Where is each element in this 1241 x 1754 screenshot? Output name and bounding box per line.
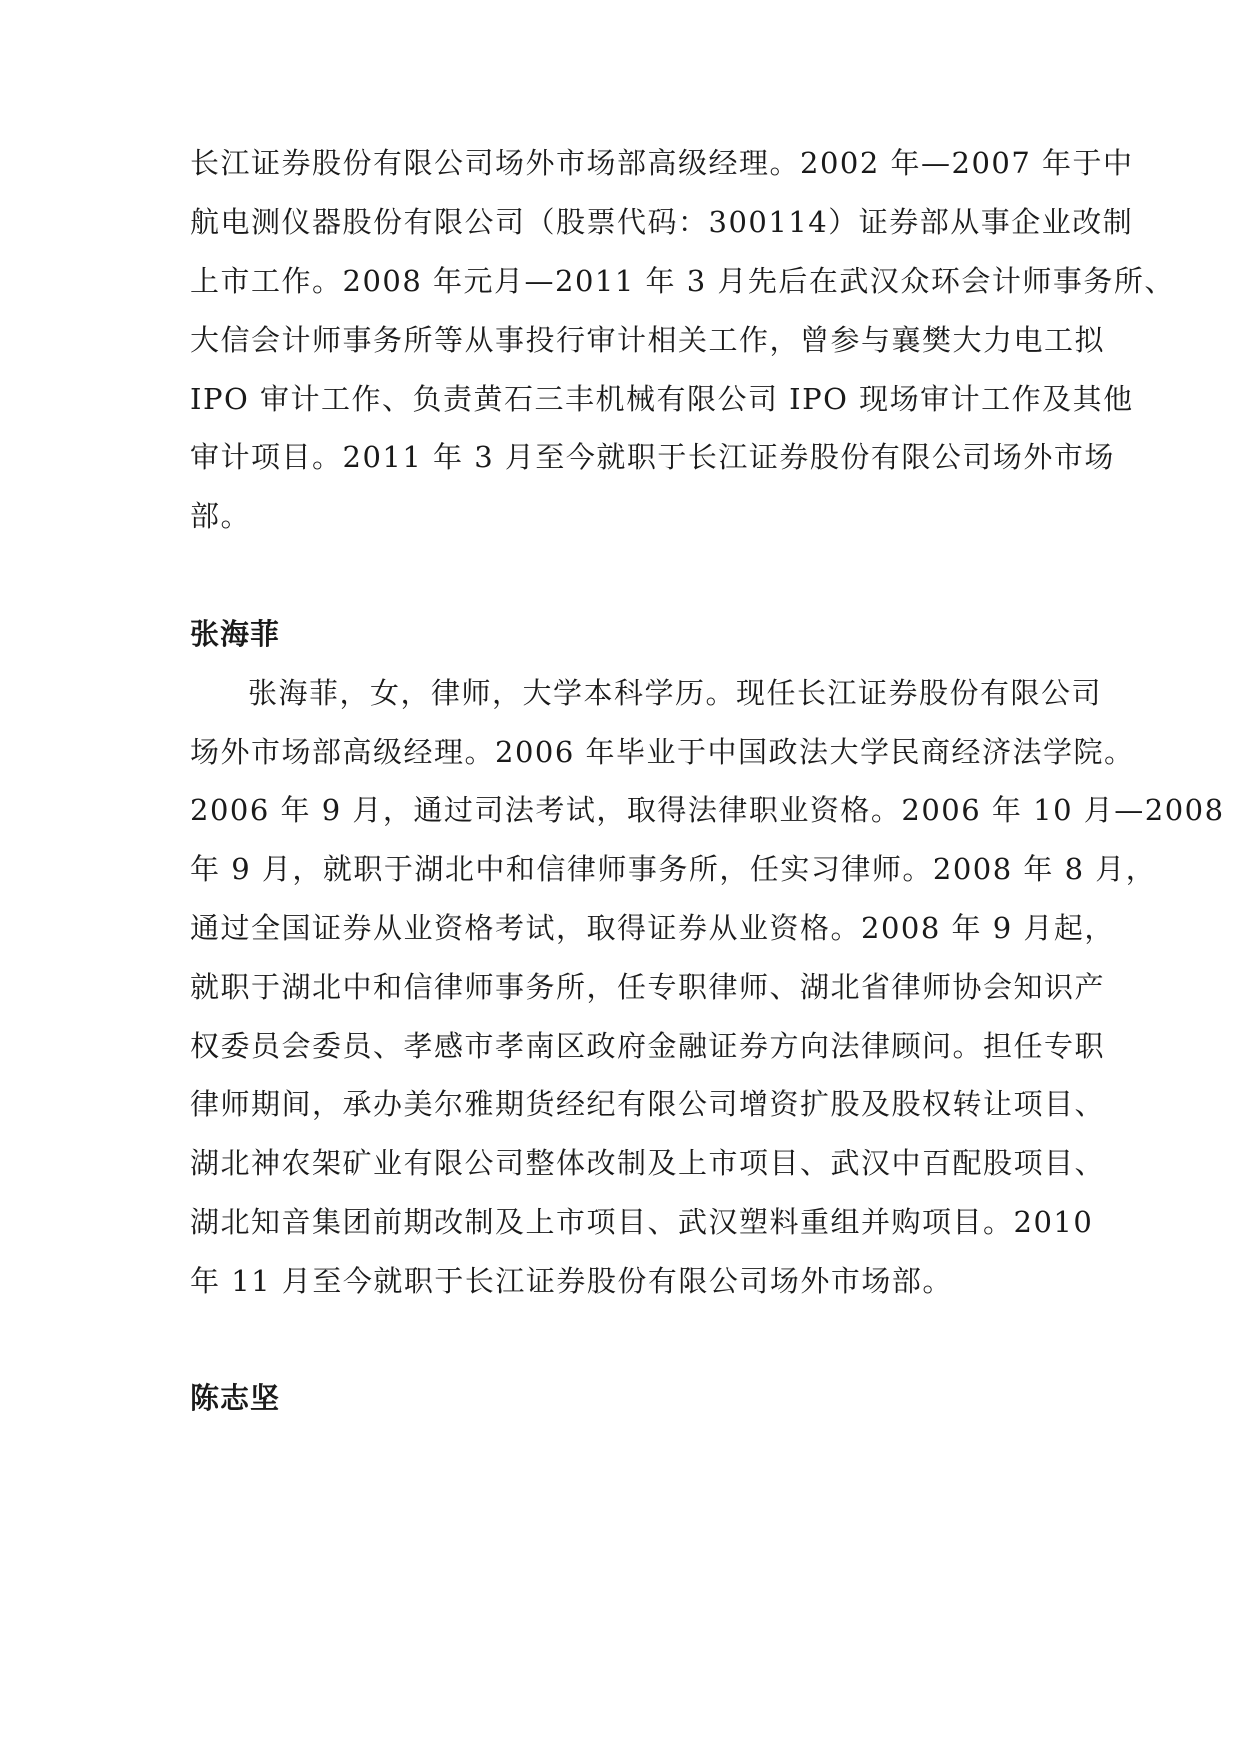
zhang-line: 通过全国证券从业资格考试，取得证券从业资格。2008 年 9 月起， [190,911,1115,945]
zhang-line: 权委员会委员、孝感市孝南区政府金融证券方向法律顾问。担任专职 [190,1029,1106,1063]
zhang-line: 张海菲，女，律师，大学本科学历。现任长江证券股份有限公司 [248,676,1103,710]
intro-line: 部。 [190,499,252,533]
intro-line: 上市工作。2008 年元月—2011 年 3 月先后在武汉众环会计师事务所、 [190,264,1175,298]
intro-line: 大信会计师事务所等从事投行审计相关工作，曾参与襄樊大力电工拟 [190,323,1106,357]
intro-line: 审计项目。2011 年 3 月至今就职于长江证券股份有限公司场外市场 [190,440,1115,474]
intro-line: IPO 审计工作、负责黄石三丰机械有限公司 IPO 现场审计工作及其他 [190,382,1134,416]
section-heading-zhang: 张海菲 [190,617,281,651]
intro-line: 长江证券股份有限公司场外市场部高级经理。2002 年—2007 年于中 [190,146,1134,180]
section-heading-chen: 陈志坚 [190,1381,281,1415]
zhang-line: 律师期间，承办美尔雅期货经纪有限公司增资扩股及股权转让项目、 [190,1087,1106,1121]
zhang-line: 湖北知音集团前期改制及上市项目、武汉塑料重组并购项目。2010 [190,1205,1094,1239]
intro-line: 航电测仪器股份有限公司（股票代码：300114）证券部从事企业改制 [190,205,1134,239]
zhang-line: 就职于湖北中和信律师事务所，任专职律师、湖北省律师协会知识产 [190,970,1106,1004]
zhang-line: 年 9 月，就职于湖北中和信律师事务所，任实习律师。2008 年 8 月， [190,852,1157,886]
zhang-line: 湖北神农架矿业有限公司整体改制及上市项目、武汉中百配股项目、 [190,1146,1106,1180]
zhang-line: 2006 年 9 月，通过司法考试，取得法律职业资格。2006 年 10 月—2008 [190,793,1225,827]
zhang-line: 场外市场部高级经理。2006 年毕业于中国政法大学民商经济法学院。 [190,735,1135,769]
zhang-line: 年 11 月至今就职于长江证券股份有限公司场外市场部。 [190,1264,953,1298]
